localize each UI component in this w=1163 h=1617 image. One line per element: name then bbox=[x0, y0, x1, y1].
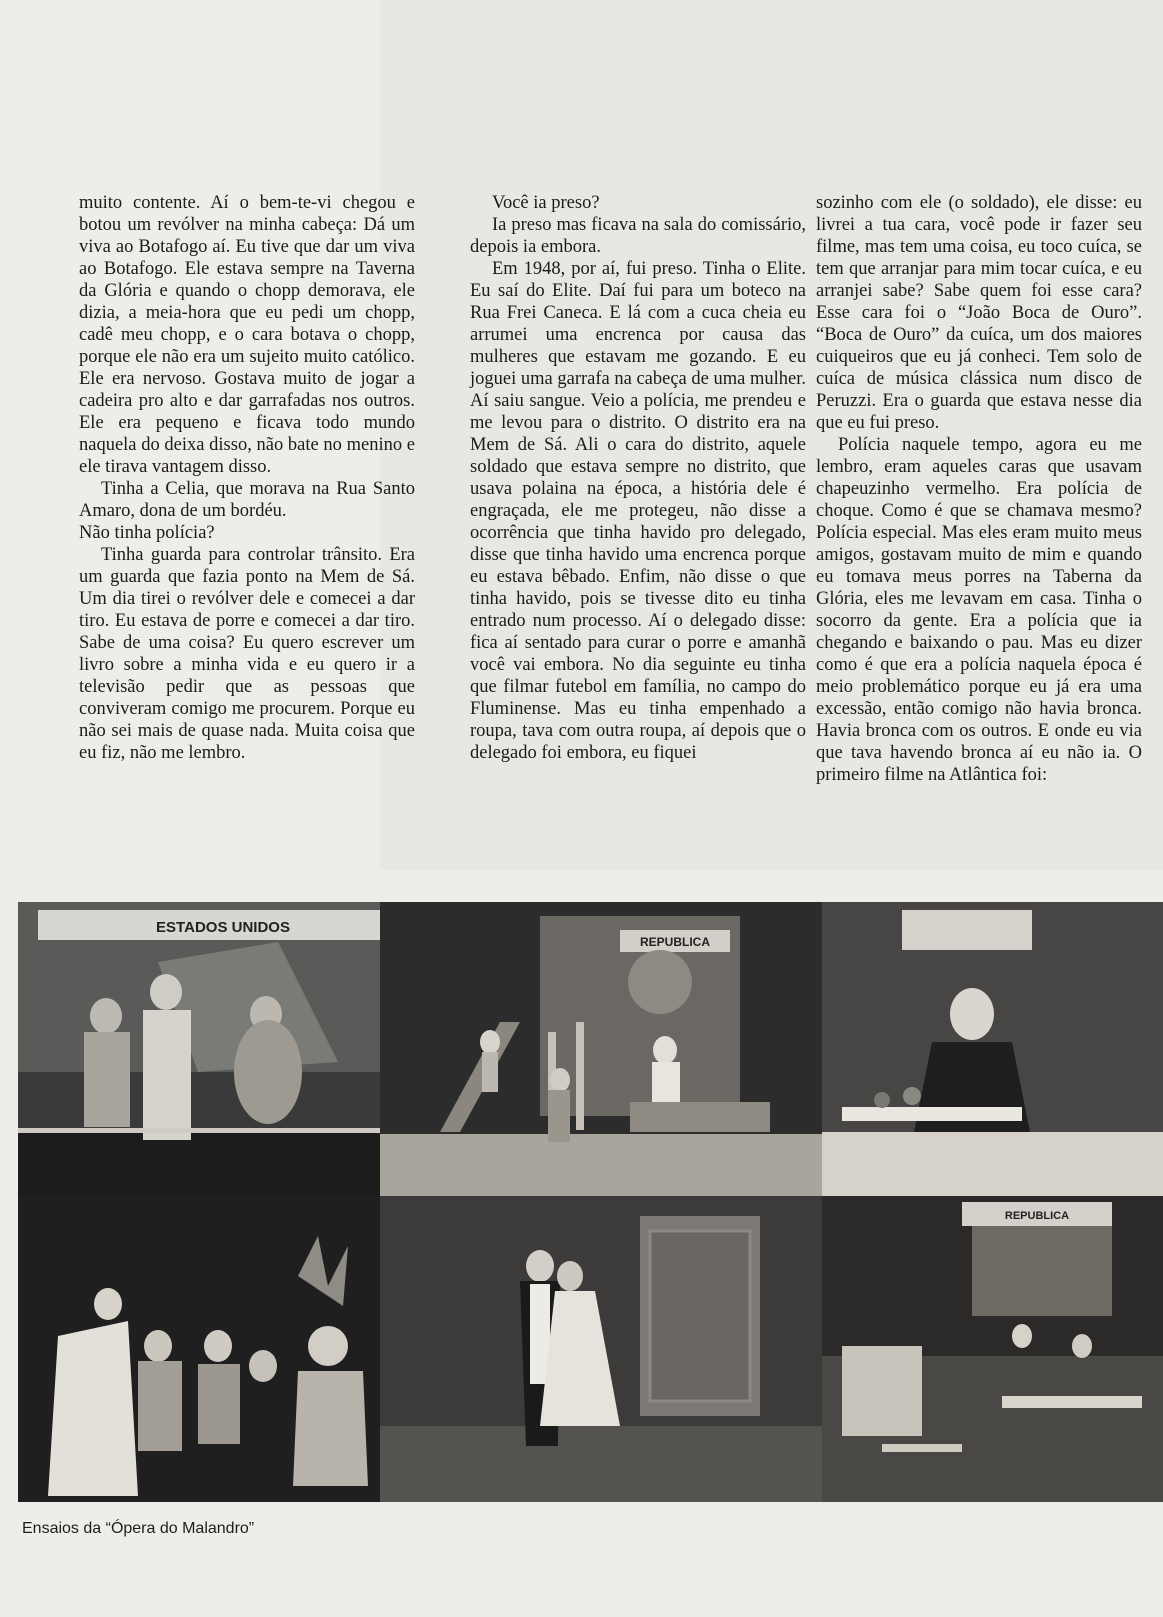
paragraph: Tinha guarda para controlar trânsito. Era um guarda que fazia ponto na Mem de Sá. Um dia tirei o revólver dele e comecei a dar tiro. Eu estava de porre e comecei a dar tiro. Sabe de uma coisa? Eu quero escrever um livro sobre a minha vida e eu quero ir a televisão pedir que as pessoas que conviveram comigo me procurem. Porque eu não sei mais de quase nada. Muita coisa que eu fiz, não me lembro. bbox=[79, 545, 415, 763]
sign-text: REPUBLICA bbox=[639, 935, 711, 949]
rehearsal-photo-5 bbox=[380, 1196, 822, 1502]
rehearsal-photo-2 bbox=[380, 902, 822, 1196]
rehearsal-photo-6 bbox=[822, 1196, 1163, 1502]
paragraph: Não tinha polícia? bbox=[79, 523, 215, 543]
text-column-1 bbox=[79, 192, 415, 764]
photo-caption: Ensaios da “Ópera do Malandro” bbox=[22, 1520, 255, 1537]
paragraph: sozinho com ele (o soldado), ele disse: eu livrei a tua cara, você pode ir fazer seu filme, mas tem uma coisa, eu toco cuíca, se tem que arranjar para mim tocar cuíca, e eu arranjei sabe? Sabe quem foi esse cara? Esse cara foi o “João Boca de Ouro”. “Boca de Ouro” da cuíca, um dos maiores cuiqueiros que eu já conheci. Tem solo de cuíca de música clássica num disco de Peruzzi. Era o guarda que estava nesse dia que eu fui preso. bbox=[816, 193, 1142, 433]
paragraph: Em 1948, por aí, fui preso. Tinha o Elite. Eu saí do Elite. Daí fui para um boteco na Rua Frei Caneca. E lá com a cuca cheia eu arrumei uma encrenca por causa das mulheres que estavam me gozando. E eu joguei uma garrafa na cabeça de uma mulher. Aí saiu sangue. Veio a polícia, me prendeu e me levou para o distrito. O distrito era na Mem de Sá. Ali o cara do distrito, aquele soldado que estava sempre no distrito, que usava polaina na época, a história dele é engraçada, ele me protegeu, não disse a ocorrência que tinha havido pro delegado, disse que tinha havido uma encrenca porque eu estava bêbado. Enfim, não disse o que tinha havido, pois se tivesse dito eu tinha entrado num processo. Aí o delegado disse: fica aí sentado para curar o porre e amanhã você vai embora. No dia seguinte eu tinha que filmar futebol em família, no campo do Fluminense. Mas eu tinha empenhado a roupa, tava com outra roupa, aí depois que o delegado foi embora, eu fiquei bbox=[470, 259, 806, 763]
paragraph: Polícia naquele tempo, agora eu me lembro, eram aqueles caras que usavam chapeuzinho vermelho. Era polícia de choque. Como é que se chamava mesmo? Polícia especial. Mas eles eram muito meus amigos, gostavam muito de mim e quando eu tomava meus porres na Taberna da Glória, eles me levavam em casa. Tinha o socorro da gente. Era a polícia que ia chegando e baixando o pau. Mas eu dizer como é que era a polícia naquela época é meio problemático porque eu já era uma excessão, então comigo não havia bronca. Havia bronca com os outros. E onde eu via que tava havendo bronca aí eu não ia. O primeiro filme na Atlântica foi: bbox=[816, 435, 1142, 785]
rehearsal-photo-1 bbox=[18, 902, 380, 1196]
paragraph: Ia preso mas ficava na sala do comissário, depois ia embora. bbox=[470, 215, 806, 257]
paragraph: Você ia preso? bbox=[492, 193, 600, 213]
paragraph: muito contente. Aí o bem-te-vi chegou e botou um revólver na minha cabeça: Dá um viva ao Botafogo aí. Eu tive que dar um viva ao Botafogo. Ele estava sempre na Taverna da Glória e quando o chopp demorava, ele dizia, a meia-hora que eu pedi um chopp, cadê meu chopp, e o cara botava o chopp, porque ele não era um sujeito muito católico. Ele era nervoso. Gostava muito de jogar a cadeira pro alto e dar garrafadas nos outros. Ele era pequeno e ficava todo mundo naquela do deixa disso, não bate no menino e ele tirava vantagem disso. bbox=[79, 193, 415, 477]
sign-text: REPUBLICA bbox=[1004, 1210, 1070, 1222]
sign-text: ESTADOS UNIDOS bbox=[156, 919, 290, 936]
rehearsal-photo-4 bbox=[18, 1196, 380, 1502]
rehearsal-photo-3 bbox=[822, 902, 1163, 1196]
text-column-3 bbox=[816, 192, 1142, 786]
paragraph: Tinha a Celia, que morava na Rua Santo Amaro, dona de um bordéu. bbox=[79, 479, 415, 521]
text-column-2 bbox=[470, 192, 806, 764]
